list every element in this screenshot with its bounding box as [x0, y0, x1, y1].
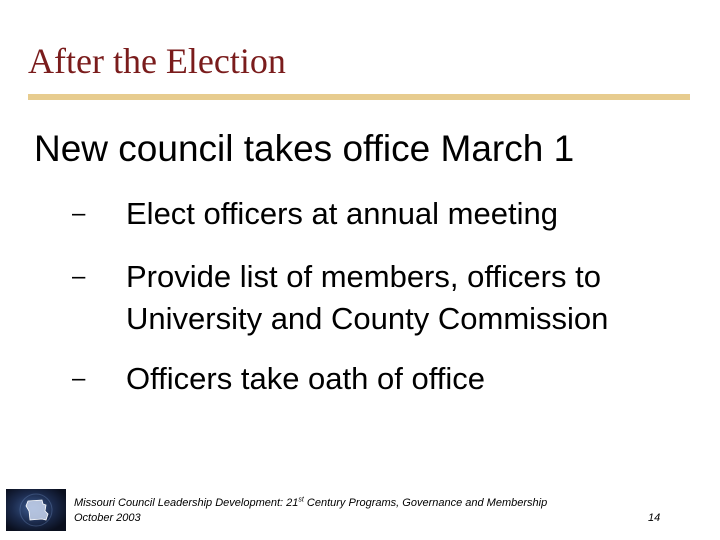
missouri-logo-icon	[6, 489, 66, 531]
sub-point-text: Elect officers at annual meeting	[126, 196, 558, 231]
dash-bullet: –	[72, 365, 86, 392]
dash-bullet: –	[72, 200, 86, 227]
footer-citation	[74, 496, 547, 526]
main-point: New council takes office March 1	[34, 128, 575, 169]
footer-line-2: October 2003	[74, 512, 141, 524]
sub-point-text: Officers take oath of office	[126, 361, 485, 396]
slide-title: After the Election	[28, 41, 286, 81]
superscript-st: st	[298, 496, 304, 504]
footer-line-1: Missouri Council Leadership Development: 21st Century Programs, Governance and Membership	[74, 496, 548, 509]
sub-point-text: Provide list of members, officers to University and County Commission	[126, 259, 609, 336]
page-number: 14	[648, 512, 661, 524]
dash-bullet: –	[72, 263, 86, 290]
